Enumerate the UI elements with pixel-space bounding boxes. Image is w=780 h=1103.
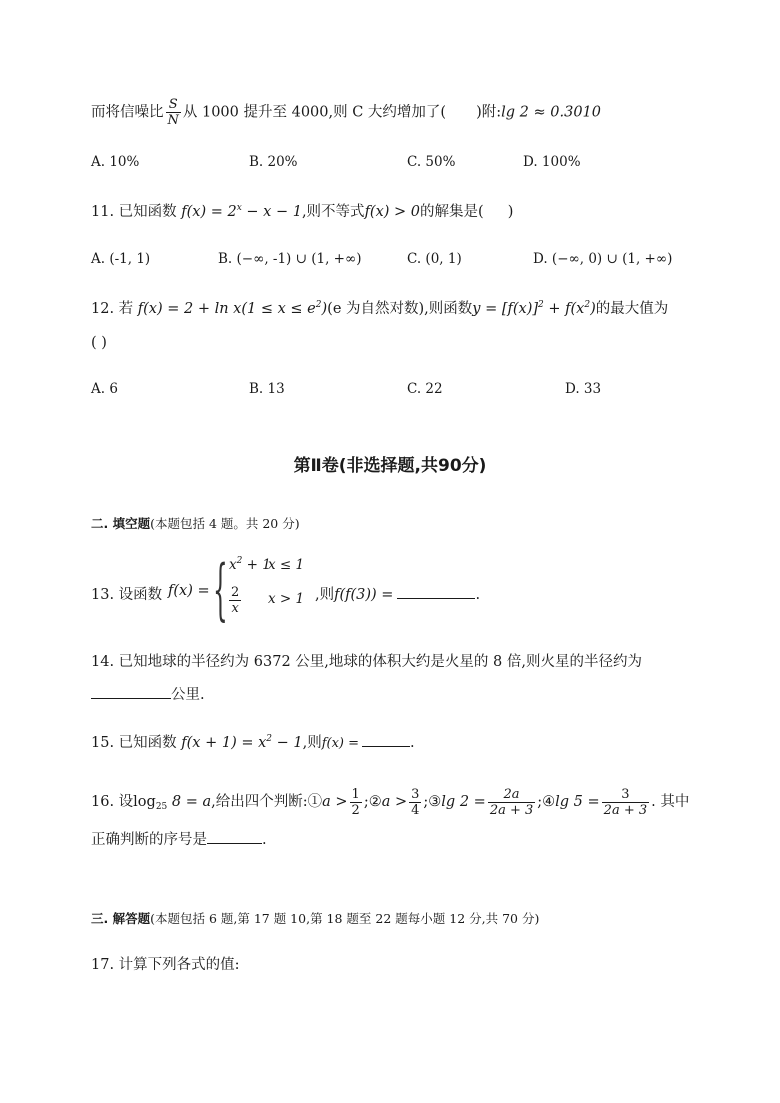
q13-case1-cond: x ≤ 1 xyxy=(268,557,305,573)
q11-func-exp: x xyxy=(236,203,242,213)
q15-mid: ,则 xyxy=(302,735,322,751)
q16-judgment-3: lg 2 = xyxy=(441,794,486,810)
part2-desc: (本题包括 4 题。共 20 分) xyxy=(150,516,300,531)
q13-case1-tail: + 1 xyxy=(242,557,271,573)
q15-lead: 15. 已知函数 xyxy=(91,735,177,751)
q10-lg-hint: lg 2 ≈ 0.3010 xyxy=(501,104,601,121)
q16-sep4: ;④ xyxy=(537,794,556,810)
q14-answer-blank[interactable] xyxy=(91,684,171,699)
q16-log-tail: 8 = a xyxy=(167,794,212,810)
q16-j3-num: 2a xyxy=(503,786,520,802)
q13-case2-num: 2 xyxy=(231,585,240,600)
q10-option-d: D. 100% xyxy=(523,154,581,170)
q15-expr xyxy=(181,735,302,751)
q16-j4-den: 2a + 3 xyxy=(603,802,648,818)
q12-y-close: ) xyxy=(590,301,596,317)
q12-option-b: B. 13 xyxy=(249,381,285,397)
part2-label: 二. 填空题 xyxy=(91,516,151,531)
q10-option-c: C. 50% xyxy=(407,154,456,170)
q16-tail: . 其中 xyxy=(651,794,690,810)
q13-end: . xyxy=(475,587,481,603)
q16-j1-num: 1 xyxy=(351,786,360,802)
q12-y-definition xyxy=(472,301,595,317)
q12-y-mid: + f(x xyxy=(543,301,585,317)
q13-case2-cond: x > 1 xyxy=(268,591,305,607)
q12-option-c: C. 22 xyxy=(407,381,443,397)
q16-judgment-1: a > xyxy=(322,794,348,810)
q13-case2-den: x xyxy=(231,601,239,616)
q11-func-tail: − x − 1 xyxy=(241,204,302,220)
q11-option-d: D. (−∞, 0) ∪ (1, +∞) xyxy=(533,251,673,267)
q12-domain-b: ) xyxy=(321,301,328,317)
q11-mid: ,则不等式 xyxy=(301,204,365,220)
snr-numerator: S xyxy=(168,97,178,112)
q16-j3-fraction xyxy=(488,787,535,818)
q16-sep3: ;③ xyxy=(423,794,442,810)
q11-stem xyxy=(91,202,513,222)
q11-option-b: B. (−∞, -1) ∪ (1, +∞) xyxy=(218,251,362,267)
q16-judgment-2: a > xyxy=(381,794,408,810)
q13-case1 xyxy=(229,557,271,573)
q15-end: . xyxy=(410,735,415,751)
q16-j2-num: 3 xyxy=(411,786,420,802)
q10-close: )附: xyxy=(476,104,502,121)
q11-option-c: C. (0, 1) xyxy=(407,251,462,267)
q13-ask xyxy=(315,583,480,604)
section-title: 第Ⅱ卷(非选择题,共90分) xyxy=(293,456,487,476)
q11-inequality: f(x) > 0 xyxy=(364,204,421,220)
q16-line2-text: 正确判断的序号是 xyxy=(91,832,207,848)
q16-j2-den: 4 xyxy=(411,802,420,818)
q11-lead: 11. 已知函数 xyxy=(91,204,177,220)
q15-stem xyxy=(91,732,415,754)
part3-label: 三. 解答题 xyxy=(91,911,151,926)
q11-function xyxy=(181,204,302,220)
q16-stem xyxy=(91,785,689,819)
q12-lead: 12. 若 xyxy=(91,301,134,317)
q16-end: . xyxy=(262,832,267,848)
q15-expr-base: f(x + 1) = x xyxy=(181,735,267,751)
part3-desc: (本题包括 6 题,第 17 题 10,第 18 题至 22 题每小题 12 分,共 70 分) xyxy=(150,911,540,926)
q12-domain-a: (1 ≤ x ≤ e xyxy=(241,301,316,317)
q15-expr-exp: 2 xyxy=(266,734,273,744)
q16-j3-den: 2a + 3 xyxy=(489,802,534,818)
q16-log xyxy=(133,794,211,810)
q14-line1: 14. 已知地球的半径约为 6372 公里,地球的体积大约是火星的 8 倍,则火星的半径约为 xyxy=(91,654,642,670)
q16-answer-blank[interactable] xyxy=(207,829,262,844)
q12-option-d: D. 33 xyxy=(565,381,602,397)
q11-close: ) xyxy=(507,204,514,220)
q12-domain xyxy=(241,301,327,317)
q12-answer-parens: ( ) xyxy=(91,335,107,351)
q16-j4-fraction xyxy=(602,787,649,818)
part3-heading xyxy=(91,910,539,928)
q12-option-a: A. 6 xyxy=(91,381,118,397)
q10-lead: 而将信噪比 xyxy=(91,104,164,121)
q12-tail: 的最大值为 xyxy=(595,301,669,317)
q12-note: (e 为自然对数),则函数 xyxy=(327,301,473,317)
q13-tail: ,则 xyxy=(315,587,335,603)
q10-stem xyxy=(91,97,601,128)
q14-line2 xyxy=(91,684,205,705)
q12-f-definition: f(x) = 2 + ln x xyxy=(137,301,242,317)
q15-ask: f(x) = xyxy=(321,736,360,751)
q16-log-base: 25 xyxy=(155,802,168,812)
q10-mid: 从 1000 提升至 4000,则 C 大约增加了( xyxy=(182,104,447,121)
q16-mid: ,给出四个判断:① xyxy=(211,794,323,810)
q16-sep2: ;② xyxy=(363,794,382,810)
q15-answer-blank[interactable] xyxy=(362,732,410,747)
q16-lead: 16. 设 xyxy=(91,794,134,810)
q16-j4-num: 3 xyxy=(621,786,630,802)
part2-heading xyxy=(91,515,300,533)
q12-y-exp: 2 xyxy=(538,300,544,310)
q10-option-a: A. 10% xyxy=(91,154,140,170)
q13-ask-expr: f(f(3)) = xyxy=(334,587,394,603)
q13-case1-exp: 2 xyxy=(236,556,243,566)
q13-brace: { xyxy=(213,551,228,628)
q13-f: f(x) = xyxy=(168,583,210,599)
q11-option-a: A. (-1, 1) xyxy=(91,251,151,267)
q14-line2-tail: 公里. xyxy=(171,687,205,703)
q16-j1-fraction xyxy=(350,787,362,818)
q13-case2-fraction xyxy=(229,585,241,616)
q12-domain-exp: 2 xyxy=(315,300,322,310)
q13-lead: 13. 设函数 xyxy=(91,587,163,603)
q16-log-fn: log xyxy=(133,794,156,810)
snr-fraction xyxy=(166,97,181,128)
q15-expr-tail: − 1 xyxy=(272,735,303,751)
q16-line2 xyxy=(91,829,267,850)
q13-case1-expr: x xyxy=(229,557,237,573)
q16-judgment-4: lg 5 = xyxy=(555,794,600,810)
q13-answer-blank[interactable] xyxy=(397,584,475,599)
q12-stem xyxy=(91,299,668,319)
snr-denominator: N xyxy=(167,113,179,128)
q16-j2-fraction xyxy=(409,787,421,818)
q12-y-exp2: 2 xyxy=(584,300,591,310)
q10-option-b: B. 20% xyxy=(249,154,298,170)
q16-j1-den: 2 xyxy=(351,802,360,818)
q12-y-def: y = [f(x)] xyxy=(472,301,539,317)
q17-stem: 17. 计算下列各式的值: xyxy=(91,957,240,973)
q11-func-base: f(x) = 2 xyxy=(181,204,237,220)
q11-tail: 的解集是( xyxy=(420,204,484,220)
